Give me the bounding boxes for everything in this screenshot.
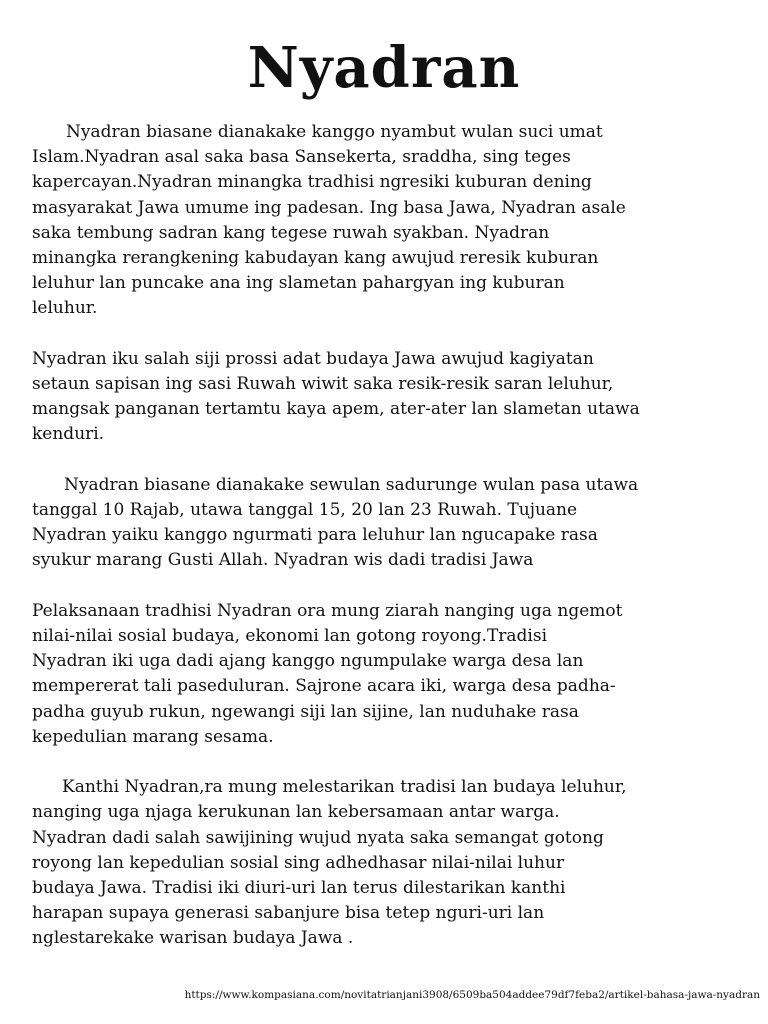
text-line: nglestarekake warisan budaya Jawa . [32,928,354,949]
text-line: tanggal 10 Rajab, utawa tanggal 15, 20 lan 23 Ruwah. Tujuane [32,500,578,521]
paragraph-1 [32,120,748,322]
source-url: https://www.kompasiana.com/novitatrianjani3908/6509ba504addee79df7feba2/artikel-bahasa-jawa-nyadran [184,989,760,1001]
text-line: harapan supaya generasi sabanjure bisa tetep nguri-uri lan [32,903,545,924]
paragraph-5 [32,775,748,951]
text-line: budaya Jawa. Tradisi iki diuri-uri lan terus dilestarikan kanthi [32,878,566,899]
text-line: Kanthi Nyadran,ra mung melestarikan tradisi lan budaya leluhur, [62,777,627,798]
text-line: Nyadran dadi salah sawijining wujud nyata saka semangat gotong [32,827,604,848]
text-line: Islam.Nyadran asal saka basa Sansekerta, sraddha, sing teges [32,147,571,168]
article-body [32,120,748,977]
text-line: Nyadran iki uga dadi ajang kanggo ngumpulake warga desa lan [32,651,584,672]
text-line: Nyadran biasane dianakake sewulan sadurunge wulan pasa utawa [64,474,639,495]
text-line: nanging uga njaga kerukunan lan kebersamaan antar warga. [32,802,560,823]
text-line: saka tembung sadran kang tegese ruwah syakban. Nyadran [32,222,550,243]
text-line: leluhur lan puncake ana ing slametan pahargyan ing kuburan [32,273,565,294]
text-line: padha guyub rukun, ngewangi siji lan sijine, lan nuduhake rasa [32,701,579,722]
text-line: setaun sapisan ing sasi Ruwah wiwit saka resik-resik saran leluhur, [32,374,614,395]
text-line: minangka rerangkening kabudayan kang awujud reresik kuburan [32,248,599,269]
text-line: Nyadran iku salah siji prossi adat budaya Jawa awujud kagiyatan [32,348,594,369]
text-line: nilai-nilai sosial budaya, ekonomi lan gotong royong.Tradisi [32,626,548,647]
text-line: Nyadran yaiku kanggo ngurmati para leluhur lan ngucapake rasa [32,525,598,546]
text-line: kepedulian marang sesama. [32,726,274,747]
text-line: mangsak panganan tertamtu kaya apem, ater-ater lan slametan utawa [32,399,640,420]
text-line: kapercayan.Nyadran minangka tradhisi ngresiki kuburan dening [32,172,592,193]
text-line: Nyadran biasane dianakake kanggo nyambut wulan suci umat [66,122,603,142]
text-line: Pelaksanaan tradhisi Nyadran ora mung ziarah nanging uga ngemot [32,600,623,621]
paragraph-2 [32,347,748,448]
text-line: kenduri. [32,424,105,445]
text-line: mempererat tali paseduluran. Sajrone acara iki, warga desa padha- [32,676,616,697]
page-title: Nyadran [247,35,521,101]
text-line: leluhur. [32,298,98,319]
text-line: royong lan kepedulian sosial sing adhedhasar nilai-nilai luhur [32,852,565,873]
text-line: syukur marang Gusti Allah. Nyadran wis dadi tradisi Jawa [32,550,534,571]
paragraph-4 [32,599,748,750]
text-line: masyarakat Jawa umume ing padesan. Ing basa Jawa, Nyadran asale [32,197,626,218]
paragraph-3 [32,473,748,574]
